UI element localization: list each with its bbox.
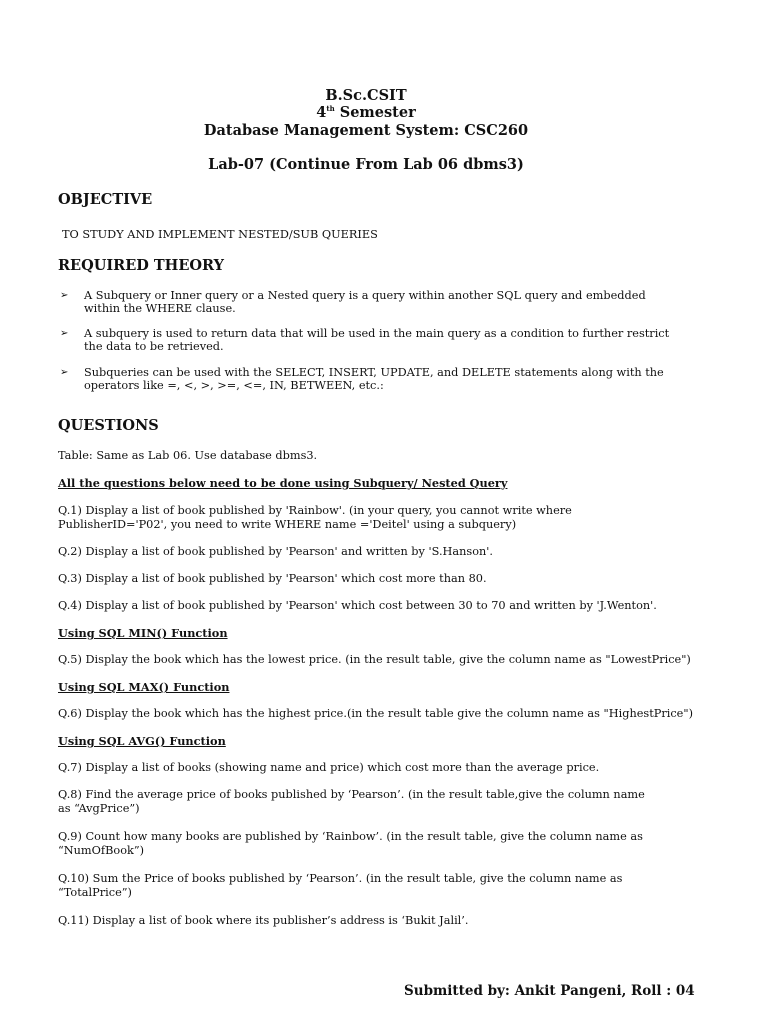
question-9: Q.9) Count how many books are published by ‘Rainbow’. (in the result table, give the column name as “NumOfBook”) (58, 830, 643, 857)
objective-heading: OBJECTIVE (58, 191, 153, 208)
question-2: Q.2) Display a list of book published by 'Pearson' and written by 'S.Hanson'. (58, 545, 493, 558)
bullet-arrow-icon: ➢ (60, 328, 69, 339)
min-function-heading: Using SQL MIN() Function (58, 626, 228, 640)
question-8: Q.8) Find the average price of books published by ‘Pearson’. (in the result table,give the column name as “AvgPrice”) (58, 788, 645, 815)
theory-bullet-text: A subquery is used to return data that will be used in the main query as a condition to further restrict the data to be retrieved. (84, 327, 670, 353)
theory-bullet (60, 327, 680, 353)
instruction-heading: All the questions below need to be done using Subquery/ Nested Query (58, 476, 508, 490)
course-title: Database Management System: CSC260 (203, 122, 529, 139)
submitted-by: Submitted by: Ankit Pangeni, Roll : 04 (404, 983, 695, 999)
objective-text: TO STUDY AND IMPLEMENT NESTED/SUB QUERIES (62, 228, 378, 241)
theory-bullet-text: Subqueries can be used with the SELECT, INSERT, UPDATE, and DELETE statements along with the operators like =, <, >, >=, <=, IN, BETWEEN, etc.: (84, 366, 664, 392)
bullet-arrow-icon: ➢ (60, 367, 69, 378)
avg-function-heading: Using SQL AVG() Function (58, 734, 226, 748)
question-4: Q.4) Display a list of book published by 'Pearson' which cost between 30 to 70 and written by 'J.Wenton'. (58, 599, 657, 612)
theory-bullet (60, 366, 680, 392)
questions-heading: QUESTIONS (58, 417, 159, 434)
lab-title: Lab-07 (Continue From Lab 06 dbms3) (208, 156, 524, 173)
table-note: Table: Same as Lab 06. Use database dbms3. (58, 449, 318, 462)
theory-bullet-text: A Subquery or Inner query or a Nested query is a query within another SQL query and embedded within the WHERE clause. (84, 289, 646, 315)
question-3: Q.3) Display a list of book published by 'Pearson' which cost more than 80. (58, 572, 487, 585)
max-function-heading: Using SQL MAX() Function (58, 680, 230, 694)
question-5: Q.5) Display the book which has the lowest price. (in the result table, give the column name as "LowestPrice") (58, 653, 691, 666)
semester-line (0, 104, 732, 122)
bullet-arrow-icon: ➢ (60, 290, 69, 301)
question-10: Q.10) Sum the Price of books published by ‘Pearson’. (in the result table, give the column name as “TotalPrice”) (58, 872, 623, 899)
theory-bullet (60, 289, 680, 315)
semester-word: Semester (339, 104, 416, 121)
semester-number: 4 (316, 104, 327, 121)
question-1: Q.1) Display a list of book published by 'Rainbow'. (in your query, you cannot write where PublisherID='P02', you need to write WHERE name ='Deitel' using a subquery) (58, 504, 572, 531)
question-6: Q.6) Display the book which has the highest price.(in the result table give the column name as "HighestPrice") (58, 707, 693, 720)
question-11: Q.11) Display a list of book where its publisher’s address is ‘Bukit Jalil’. (58, 914, 469, 927)
semester-suffix: th (326, 104, 335, 114)
theory-heading: REQUIRED THEORY (58, 257, 225, 274)
question-7: Q.7) Display a list of books (showing name and price) which cost more than the average price. (58, 761, 600, 774)
program-title: B.Sc.CSIT (325, 87, 407, 104)
